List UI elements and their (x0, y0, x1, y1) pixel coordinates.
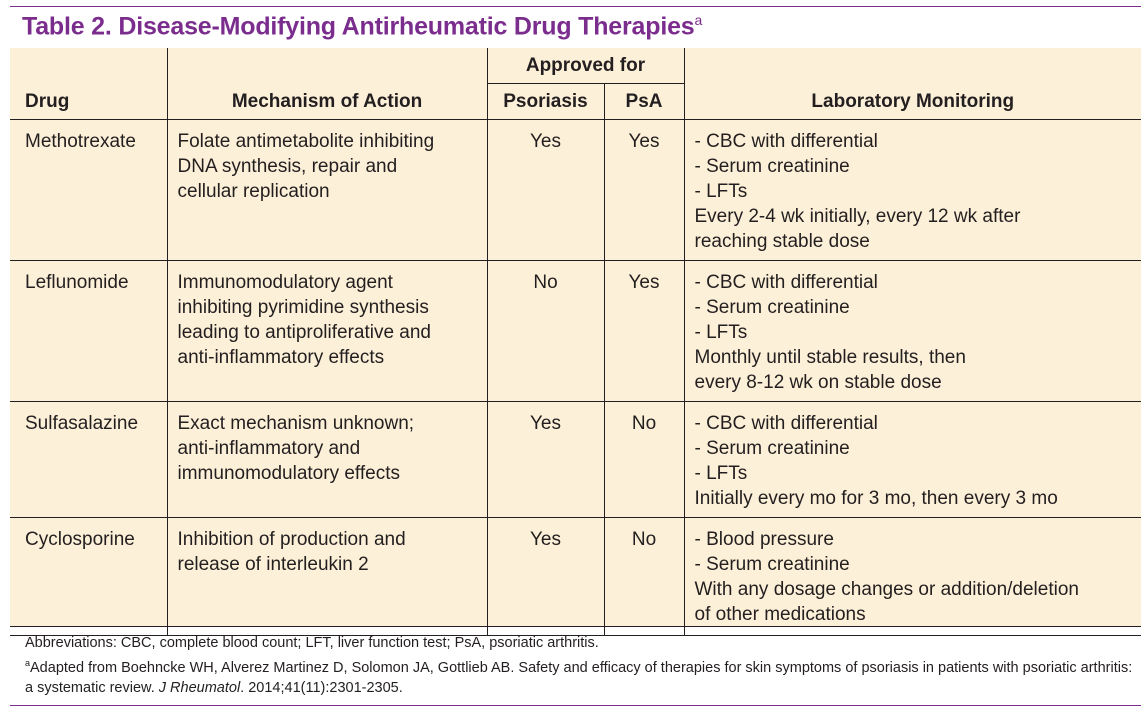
mechanism-line: Immunomodulatory agent (177, 272, 393, 293)
table-row (10, 120, 1141, 261)
lab-monitoring-line: - CBC with differential (694, 413, 878, 434)
lab-monitoring-cell (684, 518, 1141, 636)
mechanism-line: anti-inflammatory and (177, 438, 361, 459)
mechanism-cell (167, 120, 487, 261)
lab-monitoring-line: - Serum creatinine (694, 554, 850, 575)
lab-monitoring-line: - Serum creatinine (694, 156, 850, 177)
lab-monitoring-line: With any dosage changes or addition/deletion (694, 579, 1079, 600)
lab-monitoring-line: Initially every mo for 3 mo, then every 3 mo (694, 488, 1058, 509)
psa-cell: Yes (604, 120, 684, 261)
mechanism-line: release of interleukin 2 (177, 554, 369, 575)
lab-monitoring-line: - Blood pressure (694, 529, 834, 550)
table-row (10, 518, 1141, 636)
lab-monitoring-cell (684, 261, 1141, 402)
reference-citation: . 2014;41(11):2301-2305. (240, 679, 403, 696)
table-container (10, 48, 1141, 627)
lab-monitoring-line: - LFTs (694, 181, 748, 202)
reference-journal: J Rheumatol (158, 679, 241, 696)
lab-monitoring-cell (684, 120, 1141, 261)
reference-text: Adapted from Boehncke WH, Alverez Martinez D, Solomon JA, Gottlieb AB. Safety and efficacy of therapies for skin symptoms of psoriasis in patients with psoriatic arthritis: a systematic review. (25, 659, 1133, 696)
drug-cell: Methotrexate (10, 120, 167, 261)
footnotes (25, 633, 1135, 698)
lab-monitoring-line: of other medications (694, 604, 866, 625)
lab-monitoring-line: - CBC with differential (694, 131, 878, 152)
table-row (10, 402, 1141, 518)
title-footnote-marker: a (694, 12, 703, 28)
mechanism-line: Exact mechanism unknown; (177, 413, 415, 434)
lab-monitoring-line: Every 2-4 wk initially, every 12 wk after (694, 206, 1021, 227)
top-rule (10, 6, 1141, 7)
psoriasis-cell: Yes (487, 518, 604, 636)
drug-cell: Sulfasalazine (10, 402, 167, 518)
drug-cell: Leflunomide (10, 261, 167, 402)
bottom-rule (10, 705, 1141, 706)
mechanism-line: immunomodulatory effects (177, 463, 400, 484)
header-mechanism: Mechanism of Action (167, 48, 487, 120)
header-lab-monitoring: Laboratory Monitoring (684, 48, 1141, 120)
footer-rule (10, 626, 1141, 627)
lab-monitoring-line: reaching stable dose (694, 231, 870, 252)
lab-monitoring-line: Monthly until stable results, then (694, 347, 966, 368)
mechanism-line: inhibiting pyrimidine synthesis (177, 297, 429, 318)
psa-cell: No (604, 518, 684, 636)
table-body (10, 120, 1141, 636)
table-title-text: Table 2. Disease-Modifying Antirheumatic Drug Therapies (22, 12, 695, 41)
psoriasis-cell: Yes (487, 402, 604, 518)
mechanism-cell (167, 402, 487, 518)
psa-cell: Yes (604, 261, 684, 402)
lab-monitoring-line: - Serum creatinine (694, 297, 850, 318)
mechanism-cell (167, 261, 487, 402)
lab-monitoring-line: - Serum creatinine (694, 438, 850, 459)
lab-monitoring-line: - LFTs (694, 322, 748, 343)
lab-monitoring-line: - CBC with differential (694, 272, 878, 293)
mechanism-line: leading to antiproliferative and (177, 322, 432, 343)
reference-note (25, 653, 1135, 698)
lab-monitoring-cell (684, 402, 1141, 518)
mechanism-cell (167, 518, 487, 636)
dmard-table (10, 48, 1141, 636)
table-title (22, 12, 702, 41)
lab-monitoring-line: every 8-12 wk on stable dose (694, 372, 942, 393)
drug-cell: Cyclosporine (10, 518, 167, 636)
header-psa: PsA (604, 84, 684, 120)
mechanism-line: Inhibition of production and (177, 529, 406, 550)
mechanism-line: anti-inflammatory effects (177, 347, 385, 368)
abbreviations-note: Abbreviations: CBC, complete blood count; LFT, liver function test; PsA, psoriatic arthritis. (25, 635, 599, 651)
header-drug: Drug (10, 48, 167, 120)
header-psoriasis: Psoriasis (487, 84, 604, 120)
psoriasis-cell: No (487, 261, 604, 402)
psoriasis-cell: Yes (487, 120, 604, 261)
mechanism-line: Folate antimetabolite inhibiting (177, 131, 435, 152)
mechanism-line: DNA synthesis, repair and (177, 156, 398, 177)
lab-monitoring-line: - LFTs (694, 463, 748, 484)
table-row (10, 261, 1141, 402)
reference-marker: a (25, 658, 31, 668)
mechanism-line: cellular replication (177, 181, 330, 202)
header-approved-for: Approved for (487, 48, 684, 84)
psa-cell: No (604, 402, 684, 518)
